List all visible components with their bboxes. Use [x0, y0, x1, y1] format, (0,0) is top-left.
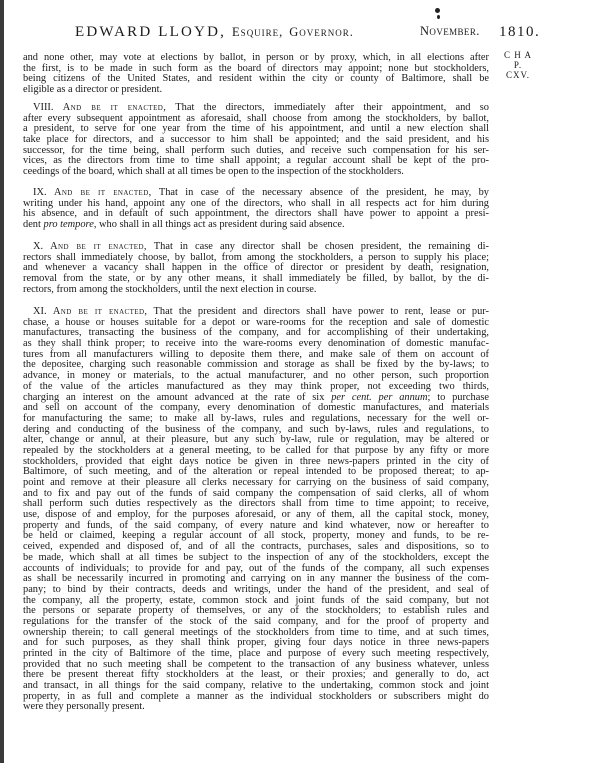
text-line: shall perform such duties respectively as the directors shall from time to time appoint; to receive, — [23, 498, 489, 510]
text-line: ownership therein; to call general meetings of the stockholders from time to time, and at such times, — [23, 626, 489, 638]
text-line: the first, is to be made in such form as the board of directors may appoint; none but stockholders, — [23, 62, 489, 74]
text-line: after every subsequent appointment as aforesaid, shall choose from among the stockholders, by ballot, — [23, 112, 489, 124]
text-line: rectors, from among the stockholders, until the next election in course. — [23, 283, 317, 295]
ink-speck — [437, 15, 440, 19]
text-line: being citizens of the United States, and resident within the city or county of Baltimore, shall be — [23, 73, 489, 85]
italic-phrase: per cent. per annum — [331, 391, 428, 403]
text-line: manufactures, transacting the business of the company, and for accomplishing of their undertaking, — [23, 327, 489, 339]
governor-name: EDWARD LLOYD, — [75, 24, 227, 40]
text-line: point and remove at their pleasure all clerks necessary for carrying on the business of said company, — [23, 477, 489, 488]
text-segment: , who shall in all things act as president during said absence. — [93, 219, 345, 231]
text-segment: That in case of the necessary absence of the president, he may, by — [151, 187, 489, 198]
text-line — [23, 220, 489, 231]
italic-phrase: pro tempore — [43, 219, 94, 231]
text-line: property, in as full and complete a manner as the individual stockholders or subscribers might do — [23, 690, 489, 702]
text-segment: That in case any director shall be chosen president, the remaining di- — [146, 241, 489, 252]
text-segment: That the directors, immediately after their appointment, and so — [166, 102, 489, 113]
enacting-clause: And be it enacted, — [50, 241, 147, 252]
text-line: the depositee, charging such reasonable commission and storage as shall be fixed by the by-laws; to — [23, 359, 489, 371]
text-line: accounts of individuals; to provide for and pay, out of the funds of the company, all such expenses — [23, 562, 489, 574]
section-ix — [23, 188, 489, 231]
text-line: and for such purposes, as they shall think proper, giving four days notice in three news-papers — [23, 637, 489, 649]
text-line: be made, which shall at all times be subject to the inspection of any of the stockholders, except the — [23, 551, 489, 563]
text-line: Baltimore, of such meeting, and of the alteration or repeal intended to be proposed thereat; to ap- — [23, 466, 489, 478]
text-line: and to fix and pay out of the funds of said company the compensation of said clerks, all of whom — [23, 487, 489, 499]
text-line: a president, to serve for one year from the time of his appointment, and until a new election shall — [23, 123, 489, 135]
text-line: were they personally present. — [23, 701, 145, 713]
text-line: use, dispose of and employ, for the purposes aforesaid, or any of them, all the capital stock, money, — [23, 509, 489, 521]
text-line: the persons or separate property of themselves, or any of the stockholders; to establish rules and — [23, 605, 489, 617]
text-line: take place for directors, and a successor to him shall be appointed; and the said president, and his — [23, 134, 489, 146]
text-line: for manufacturing the same; to make all by-laws, rules and regulations, necessary for the well or- — [23, 412, 489, 424]
text-segment: VIII. — [33, 102, 63, 113]
text-line: provided that no such meeting shall be competent to the transaction of any business whatever, unless — [23, 658, 489, 670]
text-line: property and funds, of the said company, of every nature and kind whatever, now or hereafter to — [23, 519, 489, 531]
text-line: the company, all the property, estate, common stock and joint funds of the said company, but not — [23, 594, 489, 606]
text-line: of the value of the articles manufactured as they may think proper, not exceeding two thirds, — [23, 380, 489, 392]
text-segment: dent — [23, 219, 44, 231]
text-line: there be present thereat fifty stockholders at the least, or their proxies; and generally to do, act — [23, 669, 489, 681]
margin-chapter-note — [500, 50, 536, 80]
text-line: ceedings of the board, which shall at all times be open to the inspection of the stockholders. — [23, 166, 404, 178]
text-line: ceived, expended and disposed of, and of all the contracts, purchases, sales and dispositions, so to — [23, 541, 489, 553]
section-viii — [23, 103, 489, 178]
text-line: as shall be necessarily incurred in promoting and carrying on in any manner the business of the com- — [23, 573, 489, 585]
enacting-clause: And be it enacted, — [53, 187, 152, 198]
header-governor — [75, 24, 354, 41]
text-line: vices, as the directors from time to time shall appoint; a regular account shall be kept of the pro- — [23, 155, 489, 167]
running-header — [0, 24, 600, 44]
scan-edge — [0, 0, 4, 763]
enacting-clause: And be it enacted, — [62, 102, 167, 113]
text-line: and none other, may vote at elections by ballot, in person or by proxy, which, in all elections after — [23, 52, 489, 63]
text-line: alter, change or annul, at their pleasure, but any such by-law, rule or regulation, may be altered or — [23, 434, 489, 446]
text-line: regulations for the transfer of the stock of the said company, and for the proof of property and — [23, 615, 489, 627]
enacting-clause: And be it enacted, — [52, 306, 148, 317]
section-xi — [23, 307, 489, 713]
text-segment: XI. — [33, 306, 53, 317]
paragraph-continuation — [23, 53, 489, 96]
text-line: be held or claimed, keeping a regular account of all stock, property, money and funds, to be re- — [23, 530, 489, 542]
text-line: dering and conducting of the business of the company, and such by-laws, rules and regulations, to — [23, 423, 489, 435]
text-line: rectors shall immediately choose, by ballot, from among the stockholders, a person to supply his place; — [23, 251, 489, 263]
text-segment: IX. — [33, 187, 54, 198]
text-line: and sell on account of the company, every denomination of domestic manufactures, and materials — [23, 402, 489, 414]
chapter-number: CXV. — [505, 70, 531, 80]
text-line: removal from the state, or by any other means, it shall immediately be filled, by ballot, by the di- — [23, 273, 489, 285]
text-segment: X. — [33, 241, 51, 252]
header-year: 1810. — [499, 24, 541, 40]
text-line: as they shall think proper; to receive into the ware-rooms every denomination of domestic manufac- — [23, 338, 489, 350]
text-line: successor, for the time being, shall perform such duties, and receive such compensation for his ser- — [23, 144, 489, 156]
text-line: and transact, in all things for the said company, relative to the undertaking, common stock and joint — [23, 680, 489, 692]
chapter-label: C H A P. — [503, 50, 532, 70]
text-line: repealed by the stockholders at a general meeting, to be called for that purpose by any fifty or more — [23, 444, 489, 456]
text-segment: charging an interest on the amount advanced at the rate of six — [23, 391, 332, 403]
text-line: eligible as a director or president. — [23, 84, 163, 96]
text-line: his absence, and in default of such appointment, the directors shall have power to appoint a presi- — [23, 208, 489, 220]
text-segment: ; to purchase — [427, 391, 489, 403]
text-segment: That the president and directors shall have power to rent, lease or pur- — [147, 306, 489, 317]
header-month: November. — [420, 24, 480, 38]
text-line: pany; to bind by their contracts, deeds and writings, under the hand of the president, and seal of — [23, 583, 489, 595]
text-line: tures from all manufacturers willing to deposite them there, and make sale of them on account of — [23, 348, 489, 360]
text-line: chase, a house or houses suitable for a depot or ware-rooms for the reception and sale of domestic — [23, 316, 489, 328]
text-line: stockholders, provided that eight days notice be given in three news-papers printed in the city of — [23, 455, 489, 467]
text-line: and whenever a vacancy shall happen in the office of director or president by death, resignation, — [23, 262, 489, 274]
text-line: printed in the city of Baltimore of the time, place and purpose of every such meeting respectively, — [23, 648, 489, 659]
text-line: advance, in money or materials, to the actual manufacturer, and no other person, such proportion — [23, 370, 489, 382]
section-x — [23, 242, 489, 295]
governor-title-governor: Governor. — [289, 25, 354, 39]
governor-title-esquire: Esquire, — [232, 25, 284, 39]
ink-speck — [435, 8, 440, 13]
text-line: writing under his hand, appoint any one of the directors, who shall in all respects act for him during — [23, 197, 489, 209]
